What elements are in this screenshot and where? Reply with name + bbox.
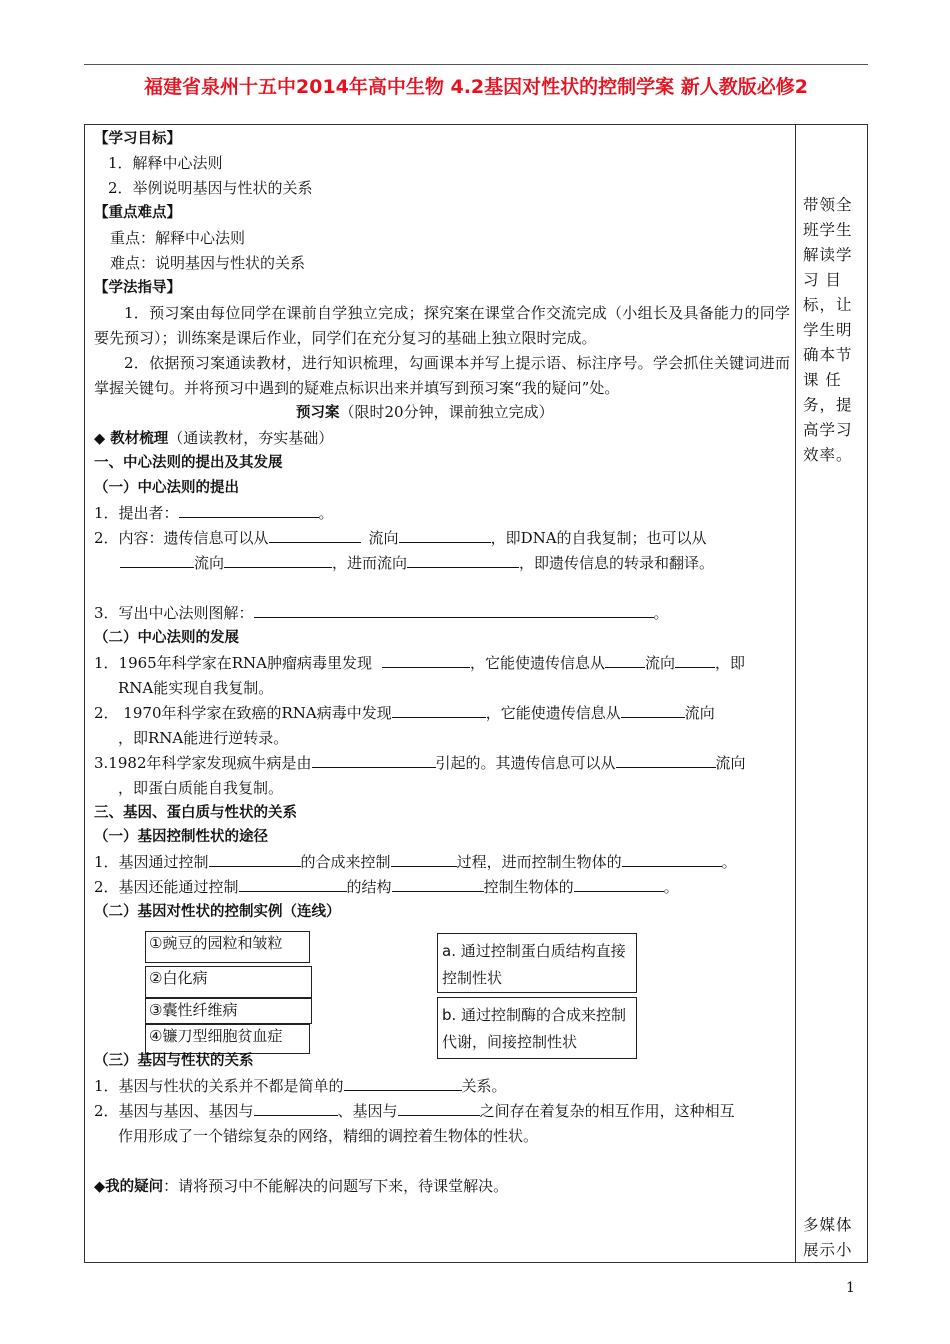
blank xyxy=(407,553,519,568)
section-1-heading: 一、中心法则的提出及其发展 xyxy=(94,455,283,471)
blank xyxy=(312,753,436,768)
header-rule xyxy=(84,64,868,65)
development-2-cont: ，即RNA能进行逆转录。 xyxy=(118,729,289,747)
blank xyxy=(254,603,654,618)
example-box: ①豌豆的园粒和皱粒 xyxy=(145,931,310,963)
preview-heading: 预习案（限时20分钟，课前独立完成） xyxy=(296,403,554,421)
development-1-cont: RNA能实现自我复制。 xyxy=(118,679,274,697)
goal-item: 2．举例说明基因与性状的关系 xyxy=(108,179,313,197)
goal-item: 1．解释中心法则 xyxy=(108,154,223,172)
example-box: ④镰刀型细胞贫血症 xyxy=(145,1024,310,1054)
blank xyxy=(224,553,332,568)
blank xyxy=(622,852,722,867)
relation-1: 1．基因与性状的关系并不都是简单的 关系。 xyxy=(94,1077,507,1095)
way-box-a: a. 通过控制蛋白质结构直接控制性状 xyxy=(437,933,637,993)
blank xyxy=(179,503,319,518)
column-divider xyxy=(795,124,796,1263)
my-questions: ◆我的疑问：请将预习中不能解决的问题写下来，待课堂解决。 xyxy=(94,1177,509,1195)
development-2: 2． 1970年科学家在致癌的RNA病毒中发现 ，它能使遗传信息从 流向 xyxy=(94,704,715,722)
blank xyxy=(254,1101,338,1116)
development-3-cont: ，即蛋白质能自我复制。 xyxy=(118,779,284,797)
key-difficulty: 难点：说明基因与性状的关系 xyxy=(110,254,306,272)
blank xyxy=(398,1101,480,1116)
section-3-heading: 三、基因、蛋白质与性状的关系 xyxy=(94,805,297,821)
section-1-sub-1: （一）中心法则的提出 xyxy=(94,480,239,496)
side-note-top: 带领全班学生解读学习 目标，让学生明确本节课 任务，提高学习效率。 xyxy=(803,196,853,464)
guide-paragraph-2: 2．依据预习案通读教材，进行知识梳理，勾画课本并写上提示语、标注序号。学会抓住关键词进而掌握关键句。并将预习中遇到的疑难点标识出来并填写到预习案“我的疑问”处。 xyxy=(94,354,790,397)
section-3-sub-1: （一）基因控制性状的途径 xyxy=(94,829,268,845)
blank xyxy=(239,877,347,892)
development-1: 1．1965年科学家在RNA肿瘤病毒里发现 ，它能使遗传信息从 流向 ，即 xyxy=(94,654,746,672)
guide-heading: 【学法指导】 xyxy=(94,280,181,296)
blank xyxy=(392,877,484,892)
blank xyxy=(616,753,716,768)
relation-2: 2．基因与基因、基因与 、基因与 之间存在着复杂的相互作用，这种相互 xyxy=(94,1102,735,1120)
blank xyxy=(344,1076,462,1091)
development-3: 3.1982年科学家发现疯牛病是由 引起的。其遗传信息可以从 流向 xyxy=(94,754,746,772)
question-diagram: 3．写出中心法则图解： 。 xyxy=(94,604,669,622)
page-title: 福建省泉州十五中2014年高中生物 4.2基因对性状的控制学案 新人教版必修2 xyxy=(144,76,808,98)
example-box: ③囊性纤维病 xyxy=(145,998,312,1024)
question-content-cont: 流向 ，进而流向 ，即遗传信息的转录和翻译。 xyxy=(120,552,714,574)
blank xyxy=(392,703,486,718)
blank xyxy=(605,653,645,668)
section-1-sub-2: （二）中心法则的发展 xyxy=(94,630,239,646)
relation-2-cont: 作用形成了一个错综复杂的网络，精细的调控着生物体的性状。 xyxy=(118,1127,539,1145)
blank xyxy=(209,852,301,867)
blank xyxy=(399,528,491,543)
question-proposer: 1．提出者： 。 xyxy=(94,504,334,522)
way-box-b: b. 通过控制酶的合成来控制代谢，间接控制性状 xyxy=(437,997,637,1059)
key-heading: 【重点难点】 xyxy=(94,205,181,221)
section-3-sub-3: （三）基因与性状的关系 xyxy=(94,1053,254,1069)
sort-heading: ◆ 教材梳理（通读教材，夯实基础） xyxy=(94,429,334,447)
pathway-1: 1．基因通过控制 的合成来控制 过程，进而控制生物体的 。 xyxy=(94,853,737,871)
question-content: 2．内容：遗传信息可以从 流向 ，即DNA的自我复制；也可以从 xyxy=(94,529,707,547)
example-box: ②白化病 xyxy=(145,966,312,998)
blank xyxy=(120,553,194,568)
goals-heading: 【学习目标】 xyxy=(94,131,181,147)
blank xyxy=(574,877,664,892)
side-note-bottom: 多媒体展示小 xyxy=(803,1216,853,1259)
key-focus: 重点：解释中心法则 xyxy=(110,229,246,247)
blank xyxy=(382,653,470,668)
pathway-2: 2．基因还能通过控制 的结构 控制生物体的 。 xyxy=(94,878,679,896)
page-number: 1 xyxy=(846,1280,855,1296)
blank xyxy=(621,703,685,718)
blank xyxy=(269,528,361,543)
section-3-sub-2: （二）基因对性状的控制实例（连线） xyxy=(94,904,341,920)
guide-paragraph-1: 1．预习案由每位同学在课前自学独立完成；探究案在课堂合作交流完成（小组长及具备能力的同学要先预习）；训练案是课后作业，同学们在充分复习的基础上独立限时完成。 xyxy=(94,304,790,347)
blank xyxy=(675,653,715,668)
blank xyxy=(391,852,457,867)
